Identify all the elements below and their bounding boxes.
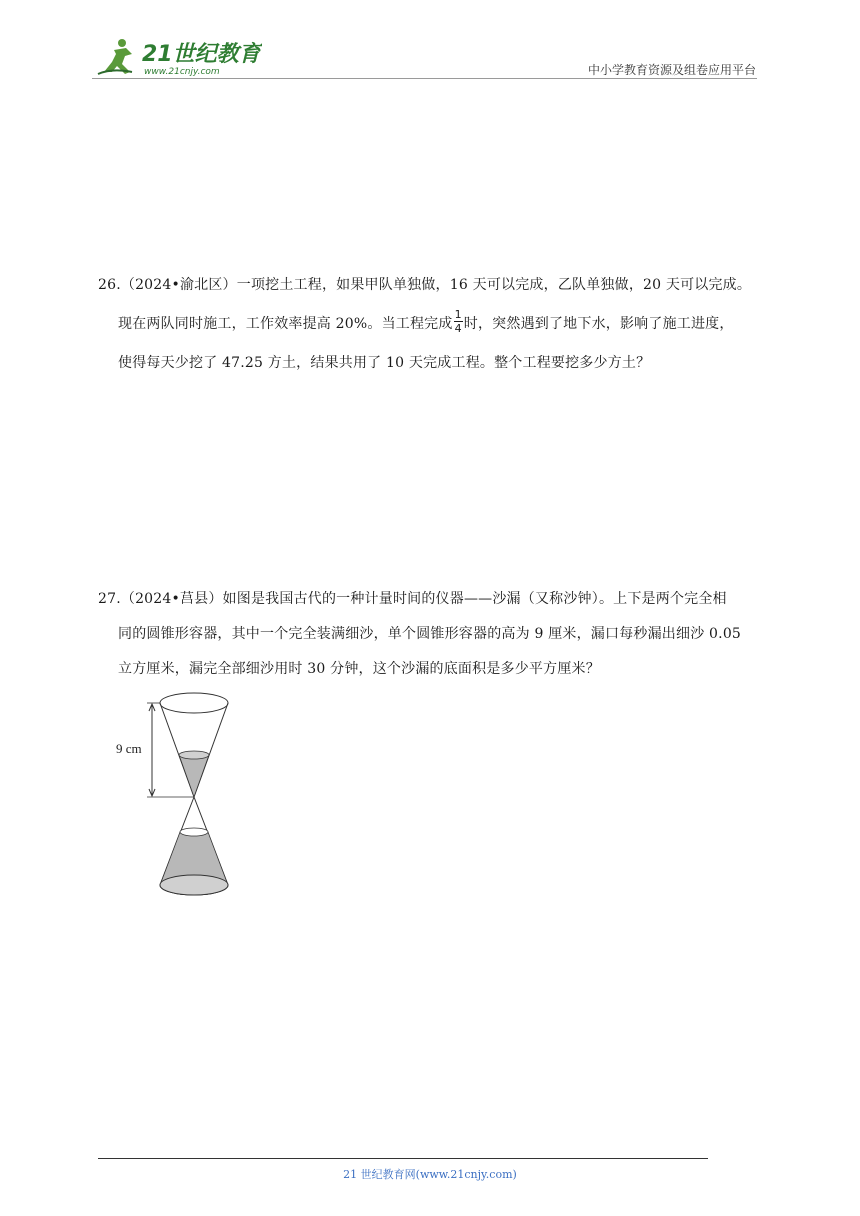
q26-line-2-after: 时，突然遇到了地下水，影响了施工进度， (463, 316, 734, 332)
height-label: 9 cm (116, 741, 142, 756)
upper-cone-top (160, 693, 228, 713)
logo-url: www.21cnjy.com (144, 67, 220, 77)
q27-line-3: 立方厘米，漏完全部细沙用时 30 分钟，这个沙漏的底面积是多少平方厘米？ (118, 661, 600, 677)
lower-cone-base (160, 875, 228, 895)
footer-link[interactable]: 21 世纪教育网(www.21cnjy.com) (343, 1168, 517, 1181)
q26-line-2-before: 现在两队同时施工，工作效率提高 20%。当工程完成 (118, 316, 453, 332)
fraction-one-quarter (454, 309, 463, 334)
lower-sand-surface (180, 828, 208, 836)
runner-icon (98, 39, 132, 74)
q26-line-1: 26.（2024•渝北区）一项挖土工程，如果甲队单独做，16 天可以完成，乙队单独做，20 天可以完成。 (98, 277, 752, 293)
q26-line-3: 使得每天少挖了 47.25 方土，结果共用了 10 天完成工程。整个工程要挖多少方土？ (118, 355, 651, 371)
upper-sand-surface (179, 751, 209, 759)
platform-name: 中小学教育资源及组卷应用平台 (587, 63, 756, 77)
hourglass-figure (112, 690, 252, 900)
upper-sand (179, 755, 209, 797)
logo-title: 21世纪教育 (142, 42, 261, 67)
fraction-numerator: 1 (454, 307, 462, 321)
q26-line-2 (118, 307, 734, 335)
q27-line-1: 27.（2024•莒县）如图是我国古代的一种计量时间的仪器——沙漏（又称沙钟）。上下是两个完全相 (98, 591, 727, 607)
site-logo (92, 34, 262, 78)
fraction-denominator: 4 (454, 321, 462, 335)
q27-line-2: 同的圆锥形容器，其中一个完全装满细沙，单个圆锥形容器的高为 9 厘米，漏口每秒漏出细沙 0.05 (118, 626, 742, 642)
header-divider (92, 78, 757, 79)
footer-divider (98, 1158, 708, 1159)
